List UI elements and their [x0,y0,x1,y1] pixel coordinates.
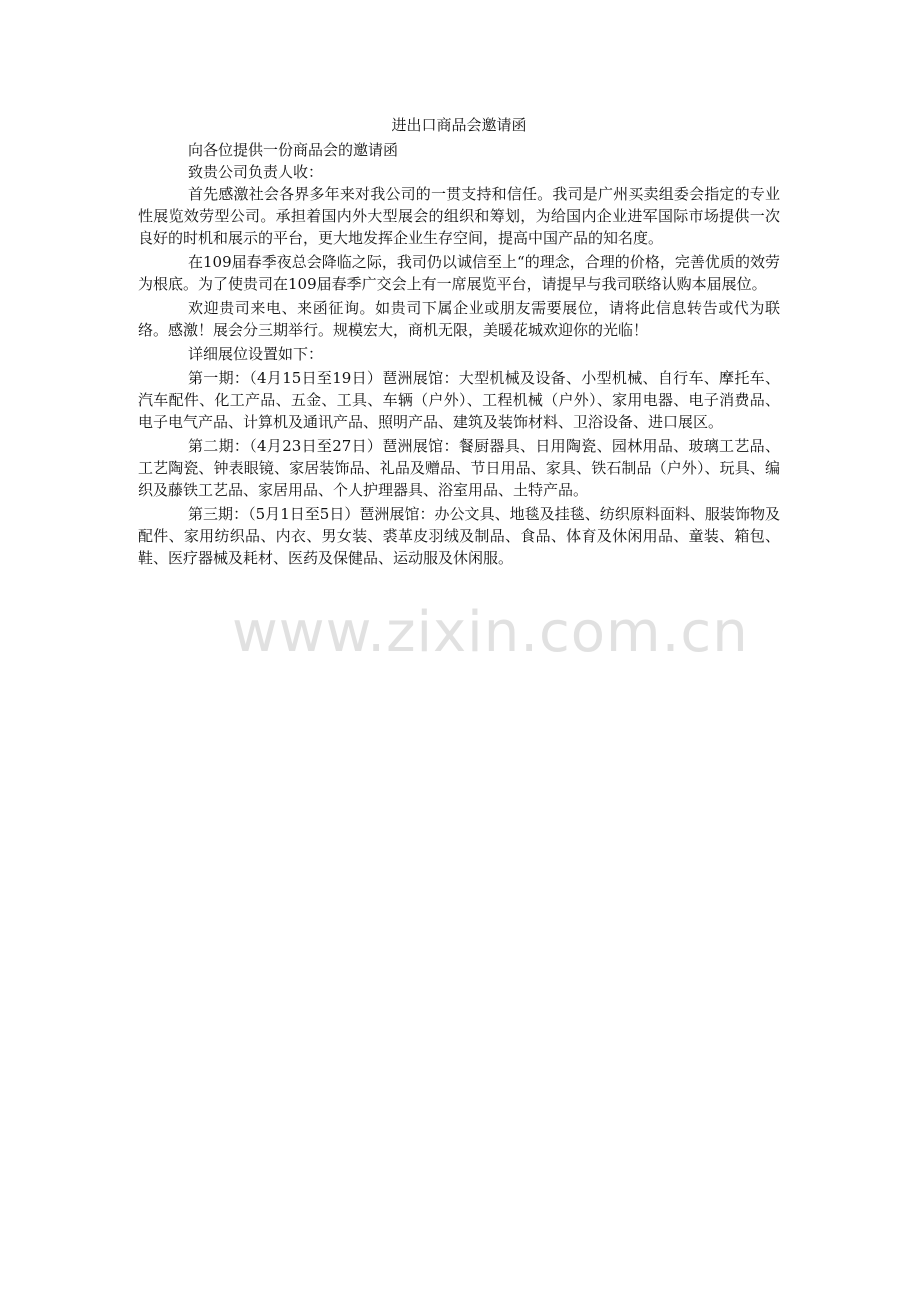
salutation: 致贵公司负责人收： [188,163,324,181]
paragraph-phase-1: 第一期：（4月15日至19日）琶洲展馆：大型机械及设备、小型机械、自行车、摩托车、汽车配件、化工产品、五金、工具、车辆（户外）、工程机械（户外）、家用电器、电子消费品、电子电气产品、计算机及通讯产品、照明产品、建筑及装饰材料、卫浴设备、进口展区。 [138,369,780,431]
paragraph-invitation: 在109届春季夜总会降临之际，我司仍以诚信至上“的理念，合理的价格，完善优质的效劳为根底。为了使贵司在109届春季广交会上有一席展览平台，请提早与我司联络认购本届展位。 [138,253,780,293]
paragraph-phase-2: 第二期：（4月23日至27日）琶洲展馆：餐厨器具、日用陶瓷、园林用品、玻璃工艺品、工艺陶瓷、钟表眼镜、家居装饰品、礼品及赠品、节日用品、家具、铁石制品（户外）、玩具、编织及藤铁工艺品、家居用品、个人护理器具、浴室用品、土特产品。 [138,437,780,499]
paragraph-welcome: 欢迎贵司来电、来函征询。如贵司下属企业或朋友需要展位，请将此信息转告或代为联络。感激！展会分三期举行。规模宏大，商机无限，美暖花城欢迎你的光临！ [138,299,780,339]
paragraph-phase-3: 第三期：（5月1日至5日）琶洲展馆：办公文具、地毯及挂毯、纺织原料面料、服装饰物及配件、家用纺织品、内衣、男女装、裘革皮羽绒及制品、食品、体育及休闲用品、童装、箱包、鞋、医疗器械及耗材、医药及保健品、运动服及休闲服。 [138,505,780,567]
document-subtitle: 向各位提供一份商品会的邀请函 [188,141,399,159]
document-title: 进出口商品会邀请函 [391,116,527,134]
paragraph-booth-heading: 详细展位设置如下： [188,345,324,363]
paragraph-intro: 首先感激社会各界多年来对我公司的一贯支持和信任。我司是广州买卖组委会指定的专业性展览效劳型公司。承担着国内外大型展会的组织和筹划，为给国内企业进军国际市场提供一次良好的时机和展示的平台，更大地发挥企业生存空间，提高中国产品的知名度。 [138,185,780,247]
watermark: www.zixin.com.cn [232,600,749,665]
document-body [138,114,780,571]
